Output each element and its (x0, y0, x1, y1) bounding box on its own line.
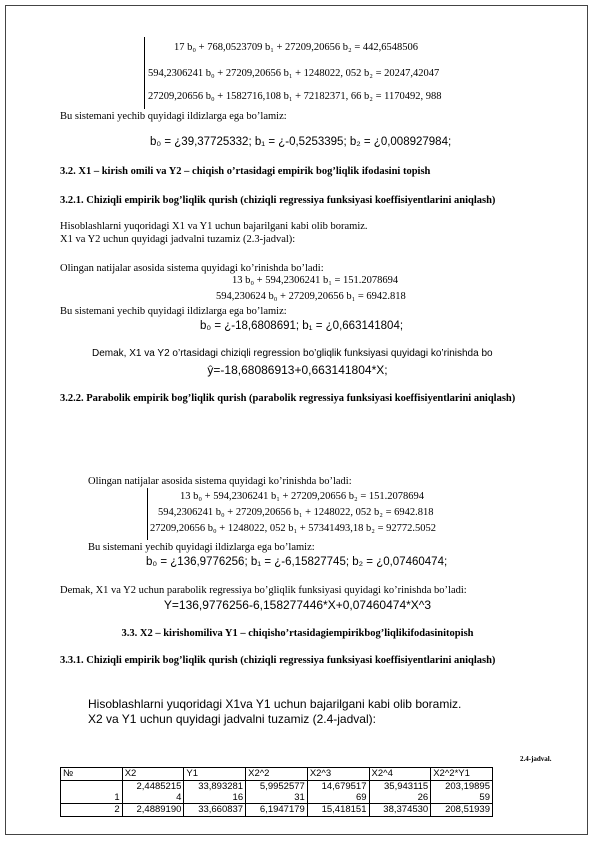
table-row (61, 804, 493, 817)
table-cell: 38,374530 (369, 804, 431, 817)
regression-formula-linear: ŷ=-18,68086913+0,663141804*X; (207, 363, 388, 377)
heading-3-3: 3.3. X2 – kirishomiliva Y1 – chiqisho’rtasidagiempirikbog’liqlikifodasinitopish (121, 628, 474, 639)
table-cell: 35,943115 26 (369, 781, 431, 804)
solve-2-intro: Bu sistemani yechib quyidagi ildizlarga ega bo’lamiz: (60, 306, 287, 317)
table-caption: 2.4-jadval. (520, 755, 552, 763)
table-header-row (61, 768, 493, 781)
regression-formula-parabolic: Y=136,9776256-6,158277446*X+0,07460474*X^3 (163, 598, 432, 612)
heading-3-3-1: 3.3.1. Chiziqli empirik bog’liqlik qurish (chiziqli regressiya funksiyasi koeffisiyentlarini aniqlash) (60, 655, 496, 666)
table-header: X2^3 (307, 768, 369, 781)
solution-1: b₀ = ¿39,37725332; b₁ = ¿-0,5253395; b₂ = ¿0,008927984; (150, 136, 452, 148)
table-cell: 6,1947179 (246, 804, 308, 817)
heading-3-2: 3.2. X1 – kirish omili va Y2 – chiqish o’rtasidagi empirik bog’liqlik ifodasini topish (60, 166, 431, 177)
system-2-eq-2: 594,230624 b₀ + 27209,20656 b₁ = 6942.818 (216, 291, 406, 302)
data-table-2-4 (60, 767, 493, 817)
table-cell: 2 (61, 804, 123, 817)
table-cell: 1 (61, 781, 123, 804)
system-2-eq-1: 13 b₀ + 594,2306241 b₁ = 151.2078694 (232, 275, 399, 286)
table-cell: 33,660837 (184, 804, 246, 817)
para-3-2-2-line-1: Olingan natijalar asosida sistema quyidagi ko’rinishda bo’ladi: (88, 476, 352, 487)
para-3-2-1-line-2: X1 va Y2 uchun quyidagi jadvalni tuzamiz (2.3-jadval): (60, 234, 296, 245)
table-cell: 2,4485215 4 (122, 781, 184, 804)
table-cell: 5,9952577 31 (246, 781, 308, 804)
system-1-eq-3: 27209,20656 b₀ + 1582716,108 b₁ + 72182371, 66 b₂ = 1170492, 988 (148, 91, 442, 102)
table-header: Y1 (184, 768, 246, 781)
solve-1-intro: Bu sistemani yechib quyidagi ildizlarga ega bo’lamiz: (60, 111, 287, 122)
table-header: X2^2*Y1 (431, 768, 493, 781)
table-cell: 203,19895 59 (431, 781, 493, 804)
solution-3: b₀ = ¿136,9776256; b₁ = ¿-6,15827745; b₂ = ¿0,07460474; (146, 556, 448, 568)
solution-2: b₀ = ¿-18,6808691; b₁ = ¿0,663141804; (200, 320, 404, 332)
table-header: X2^2 (246, 768, 308, 781)
heading-3-2-2: 3.2.2. Parabolik empirik bog’liqlik qurish (parabolik regressiya funksiyasi koeffisiyentlarini aniqlash) (60, 393, 516, 404)
conclusion-3: Demak, X1 va Y2 uchun parabolik regressiya bo’gliqlik funksiyasi quyidagi ko’rinishda bo’ladi: (60, 585, 467, 596)
system-1-brace (144, 37, 145, 109)
para-3-3-1-line-2: X2 va Y1 uchun quyidagi jadvalni tuzamiz (2.4-jadval): (88, 712, 376, 726)
conclusion-2: Demak, X1 va Y2 o’rtasidagi chiziqli regression bo’gliqlik funksiyasi quyidagi ko’rinishda bo (92, 348, 493, 359)
system-3-brace (147, 488, 148, 540)
solve-3-intro: Bu sistemani yechib quyidagi ildizlarga ega bo’lamiz: (88, 542, 315, 553)
table-header: X2^4 (369, 768, 431, 781)
heading-3-2-1: 3.2.1. Chiziqli empirik bog’liqlik qurish (chiziqli regressiya funksiyasi koeffisiyentlarini aniqlash) (60, 195, 496, 206)
table-header: № (61, 768, 123, 781)
table-cell: 15,418151 (307, 804, 369, 817)
system-3-eq-2: 594,2306241 b₀ + 27209,20656 b₁ + 1248022, 052 b₂ = 6942.818 (158, 507, 434, 518)
para-3-2-1-line-1: Hisoblashlarni yuqoridagi X1 va Y1 uchun bajarilgani kabi olib boramiz. (60, 221, 368, 232)
table-header: X2 (122, 768, 184, 781)
para-3-3-1-line-1: Hisoblashlarni yuqoridagi X1va Y1 uchun bajarilgani kabi olib boramiz. (88, 697, 462, 711)
para-3-2-1-line-3: Olingan natijalar asosida sistema quyidagi ko’rinishda bo’ladi: (60, 263, 324, 274)
system-1-eq-2: 594,2306241 b₀ + 27209,20656 b₁ + 1248022, 052 b₂ = 20247,42047 (148, 68, 440, 79)
table-row (61, 781, 493, 804)
table-cell: 33,893281 16 (184, 781, 246, 804)
system-1-eq-1: 17 b₀ + 768,0523709 b₁ + 27209,20656 b₂ = 442,6548506 (174, 42, 418, 53)
table-cell: 208,51939 (431, 804, 493, 817)
table-cell: 14,679517 69 (307, 781, 369, 804)
system-3-eq-3: 27209,20656 b₀ + 1248022, 052 b₁ + 57341493,18 b₂ = 92772.5052 (150, 523, 436, 534)
table-cell: 2,4889190 (122, 804, 184, 817)
system-3-eq-1: 13 b₀ + 594,2306241 b₁ + 27209,20656 b₂ = 151.2078694 (180, 491, 424, 502)
